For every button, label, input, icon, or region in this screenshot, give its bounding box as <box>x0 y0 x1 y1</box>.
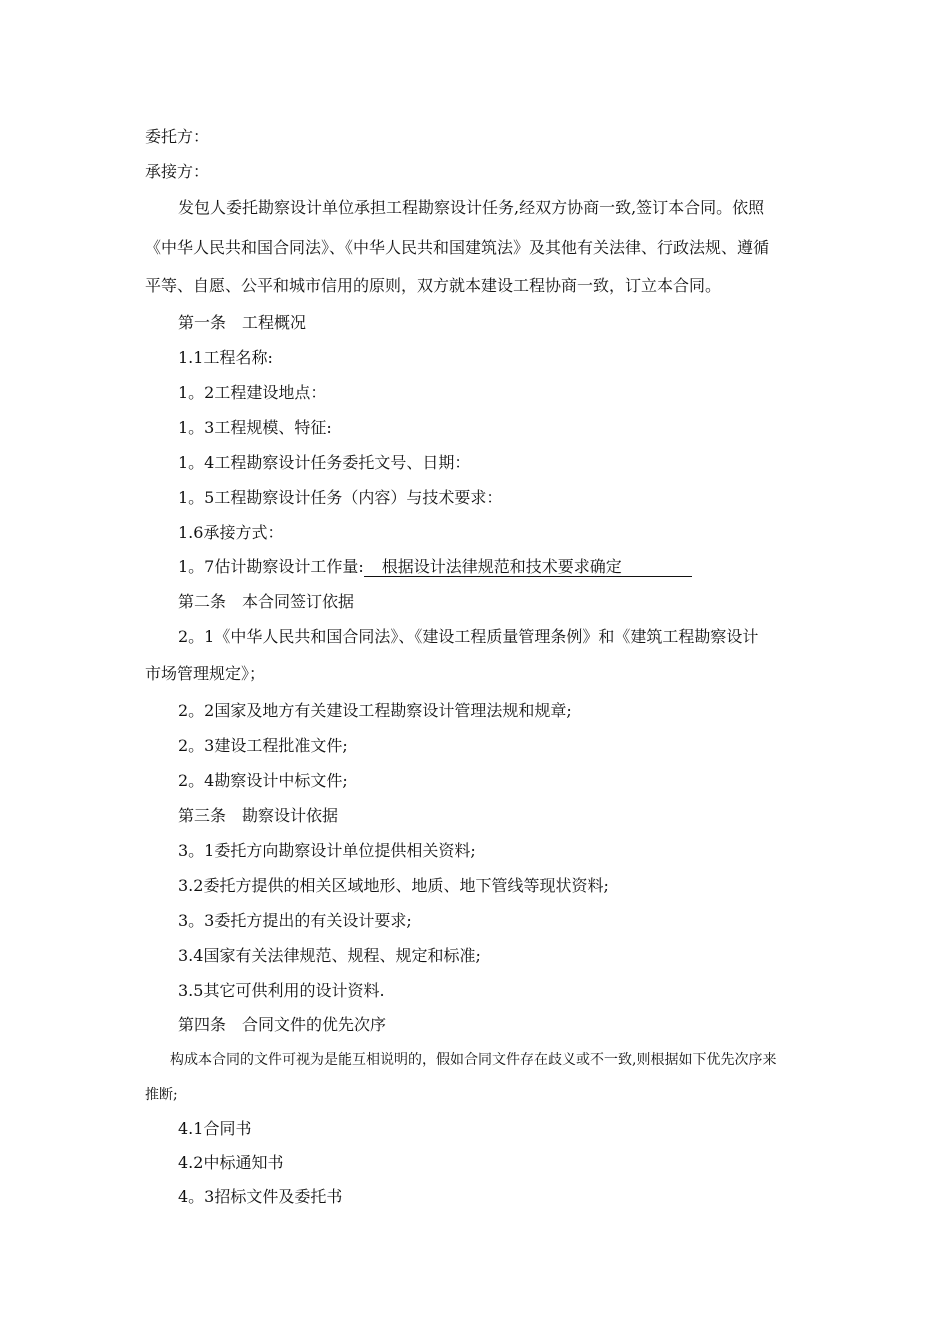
preamble-line-2: 《中华人民共和国合同法》、《中华人民共和国建筑法》及其他有关法律、行政法规、遵循 <box>145 238 770 257</box>
article-4-intro-line-2: 推断; <box>145 1087 178 1103</box>
article-3-item-2: 3.2委托方提供的相关区域地形、地质、地下管线等现状资料; <box>178 876 609 895</box>
workload-fill-line: 根据设计法律规范和技术要求确定 <box>364 558 692 577</box>
article-2-item-1-line-1: 2。1《中华人民共和国合同法》、《建设工程质量管理条例》和《建筑工程勘察设计 <box>178 627 759 646</box>
article-1-item-4: 1。4工程勘察设计任务委托文号、日期： <box>178 453 471 472</box>
article-1-item-3: 1。3工程规模、特征: <box>178 418 332 437</box>
preamble-line-1: 发包人委托勘察设计单位承担工程勘察设计任务,经双方协商一致,签订本合同。依照 <box>178 198 765 217</box>
article-3-item-3: 3。3委托方提出的有关设计要求; <box>178 911 412 930</box>
article-2-item-1-line-2: 市场管理规定》； <box>145 664 266 683</box>
article-1-item-6: 1.6承接方式： <box>178 523 284 542</box>
article-2-item-2: 2。2国家及地方有关建设工程勘察设计管理法规和规章; <box>178 701 572 720</box>
article-2-heading <box>178 592 810 612</box>
article-2-item-4: 2。4勘察设计中标文件; <box>178 771 348 790</box>
article-4-intro-line-1: 构成本合同的文件可视为是能互相说明的，假如合同文件存在歧义或不一致,则根据如下优先次序来 <box>170 1052 777 1068</box>
article-2-number: 第二条 <box>178 592 227 611</box>
article-1-item-7 <box>178 557 810 577</box>
article-1-number: 第一条 <box>178 313 227 332</box>
article-3-item-1: 3。1委托方向勘察设计单位提供相关资料; <box>178 841 476 860</box>
article-3-item-4: 3.4国家有关法律规范、规程、规定和标准; <box>178 946 481 965</box>
article-1-item-1: 1.1工程名称: <box>178 348 273 367</box>
article-2-item-3: 2。3建设工程批准文件; <box>178 736 348 755</box>
article-4-item-2: 4.2中标通知书 <box>178 1153 284 1172</box>
preamble-line-3: 平等、自愿、公平和城市信用的原则，双方就本建设工程协商一致，订立本合同。 <box>145 276 722 295</box>
article-1-title: 工程概况 <box>242 313 307 332</box>
workload-label: 1。7估计勘察设计工作量: <box>178 557 364 576</box>
article-4-title: 合同文件的优先次序 <box>242 1015 387 1034</box>
client-label: 委托方： <box>145 127 210 146</box>
article-4-item-3: 4。3招标文件及委托书 <box>178 1187 343 1206</box>
contractor-label: 承接方： <box>145 162 210 181</box>
article-3-title: 勘察设计依据 <box>242 806 339 825</box>
article-4-number: 第四条 <box>178 1015 227 1034</box>
article-4-item-1: 4.1合同书 <box>178 1119 252 1138</box>
article-3-heading <box>178 806 810 826</box>
article-4-heading <box>178 1015 810 1035</box>
article-1-item-2: 1。2工程建设地点： <box>178 383 327 402</box>
article-3-item-5: 3.5其它可供利用的设计资料. <box>178 981 385 1000</box>
article-1-item-5: 1。5工程勘察设计任务（内容）与技术要求： <box>178 488 503 507</box>
article-2-title: 本合同签订依据 <box>242 592 355 611</box>
article-1-heading <box>178 313 810 333</box>
article-3-number: 第三条 <box>178 806 227 825</box>
